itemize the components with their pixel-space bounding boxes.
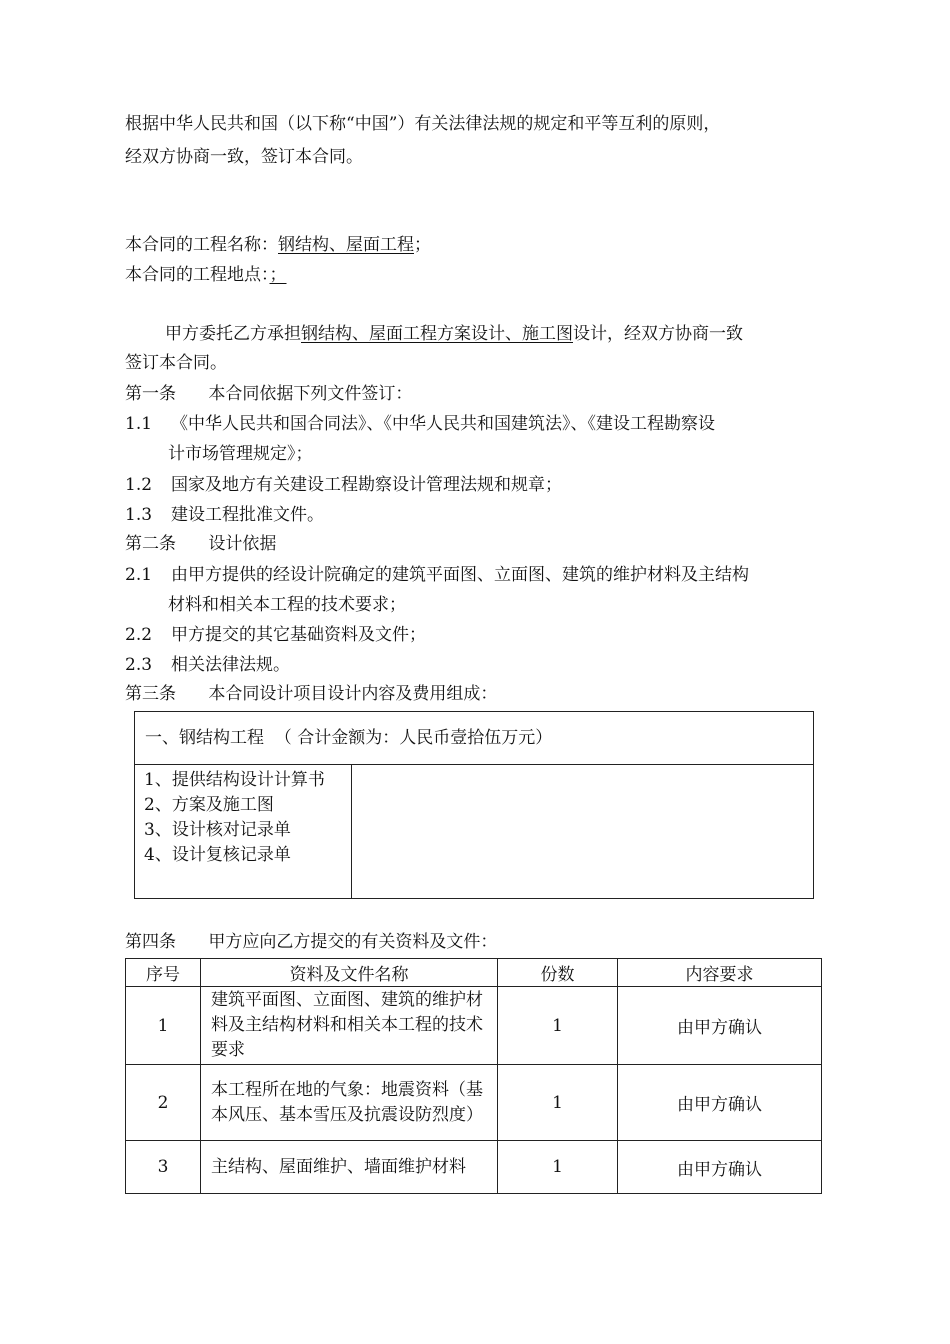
item-number: 2.3 [125, 655, 153, 675]
commission-line-2: 签订本合同。 [125, 353, 227, 373]
article-1-title: 第一条 本合同依据下列文件签订： [125, 384, 413, 404]
article-1-item-2 [125, 474, 562, 496]
header-cell: 资料及文件名称 [201, 959, 498, 987]
project-location-line [125, 264, 295, 286]
item-text: 由甲方提供的经设计院确定的建筑平面图、立面图、建筑的维护材料及主结构 [171, 565, 749, 585]
item-number: 2.1 [125, 565, 153, 585]
header-cell: 序号 [126, 959, 201, 987]
article-2-item-3 [125, 654, 290, 676]
item-text: 国家及地方有关建设工程勘察设计管理法规和规章； [171, 475, 562, 495]
design-scope-header: 一、钢结构工程 （ 合计金额为：人民币壹拾伍万元） [145, 728, 553, 748]
row-number: 1 [126, 987, 201, 1065]
row-name-cell [201, 1141, 498, 1194]
article-4-title: 第四条 甲方应向乙方提交的有关资料及文件： [125, 932, 498, 952]
documents-table [125, 958, 822, 1194]
row-number: 2 [126, 1065, 201, 1141]
row-name: 本工程所在地的气象：地震资料（基本风压、基本雪压及抗震设防烈度） [211, 1079, 483, 1125]
item-number: 1.1 [125, 414, 153, 434]
article-3-title: 第三条 本合同设计项目设计内容及费用组成： [125, 684, 498, 704]
intro-line-1: 根据中华人民共和国（以下称“中国”）有关法律法规的规定和平等互利的原则， [125, 114, 721, 134]
table-row [126, 1065, 822, 1141]
row-name-cell [201, 1065, 498, 1141]
row-count: 1 [498, 1141, 618, 1194]
project-name-end: ； [414, 235, 431, 255]
intro-line-2: 经双方协商一致，签订本合同。 [125, 147, 363, 167]
row-count: 1 [498, 987, 618, 1065]
project-name-value: 钢结构、屋面工程 [278, 235, 414, 255]
article-2-item-2 [125, 624, 426, 646]
design-scope-items-cell [135, 765, 352, 899]
article-1-item-3 [125, 504, 324, 526]
article-2-title: 第二条 设计依据 [125, 534, 277, 554]
design-scope-item: 2、方案及施工图 [144, 795, 274, 815]
documents-table-header [126, 959, 822, 987]
design-scope-item: 1、提供结构设计计算书 [144, 770, 325, 790]
row-count: 1 [498, 1065, 618, 1141]
item-text: 相关法律法规。 [171, 655, 290, 675]
item-text: 建设工程批准文件。 [171, 505, 324, 525]
row-requirement: 由甲方确认 [618, 1065, 822, 1141]
commission-suffix: 设计，经双方协商一致 [573, 324, 743, 344]
commission-scope: 钢结构、屋面工程方案设计、施工图 [301, 324, 573, 344]
row-name-cell [201, 987, 498, 1065]
design-scope-item: 4、设计复核记录单 [144, 845, 291, 865]
item-text: 甲方提交的其它基础资料及文件； [171, 625, 426, 645]
design-scope-item: 3、设计核对记录单 [144, 820, 291, 840]
article-2-item-1 [125, 564, 749, 586]
table-row [126, 987, 822, 1065]
project-location-label: 本合同的工程地点： [125, 265, 270, 285]
item-text: 《中华人民共和国合同法》、《中华人民共和国建筑法》、《建设工程勘察设 [171, 414, 715, 434]
design-scope-header-cell [135, 712, 814, 765]
item-number: 1.2 [125, 475, 153, 495]
article-1-item-1-cont: 计市场管理规定》； [168, 444, 313, 464]
row-requirement: 由甲方确认 [618, 1141, 822, 1194]
design-scope-empty-cell [352, 765, 814, 899]
row-requirement: 由甲方确认 [618, 987, 822, 1065]
row-name: 主结构、屋面维护、墙面维护材料 [211, 1156, 466, 1177]
project-name-line [125, 234, 431, 256]
commission-line-1 [165, 323, 743, 345]
item-number: 2.2 [125, 625, 153, 645]
article-1-item-1 [125, 413, 715, 435]
article-2-item-1-cont: 材料和相关本工程的技术要求； [168, 595, 406, 615]
table-row [126, 1141, 822, 1194]
project-location-value: ； [269, 265, 287, 285]
row-name: 建筑平面图、立面图、建筑的维护材料及主结构材料和相关本工程的技术要求 [211, 990, 483, 1060]
item-number: 1.3 [125, 505, 153, 525]
header-cell: 内容要求 [618, 959, 822, 987]
header-cell: 份数 [498, 959, 618, 987]
commission-prefix: 甲方委托乙方承担 [165, 324, 301, 344]
project-name-label: 本合同的工程名称： [125, 235, 278, 255]
row-number: 3 [126, 1141, 201, 1194]
design-scope-table [134, 711, 814, 899]
